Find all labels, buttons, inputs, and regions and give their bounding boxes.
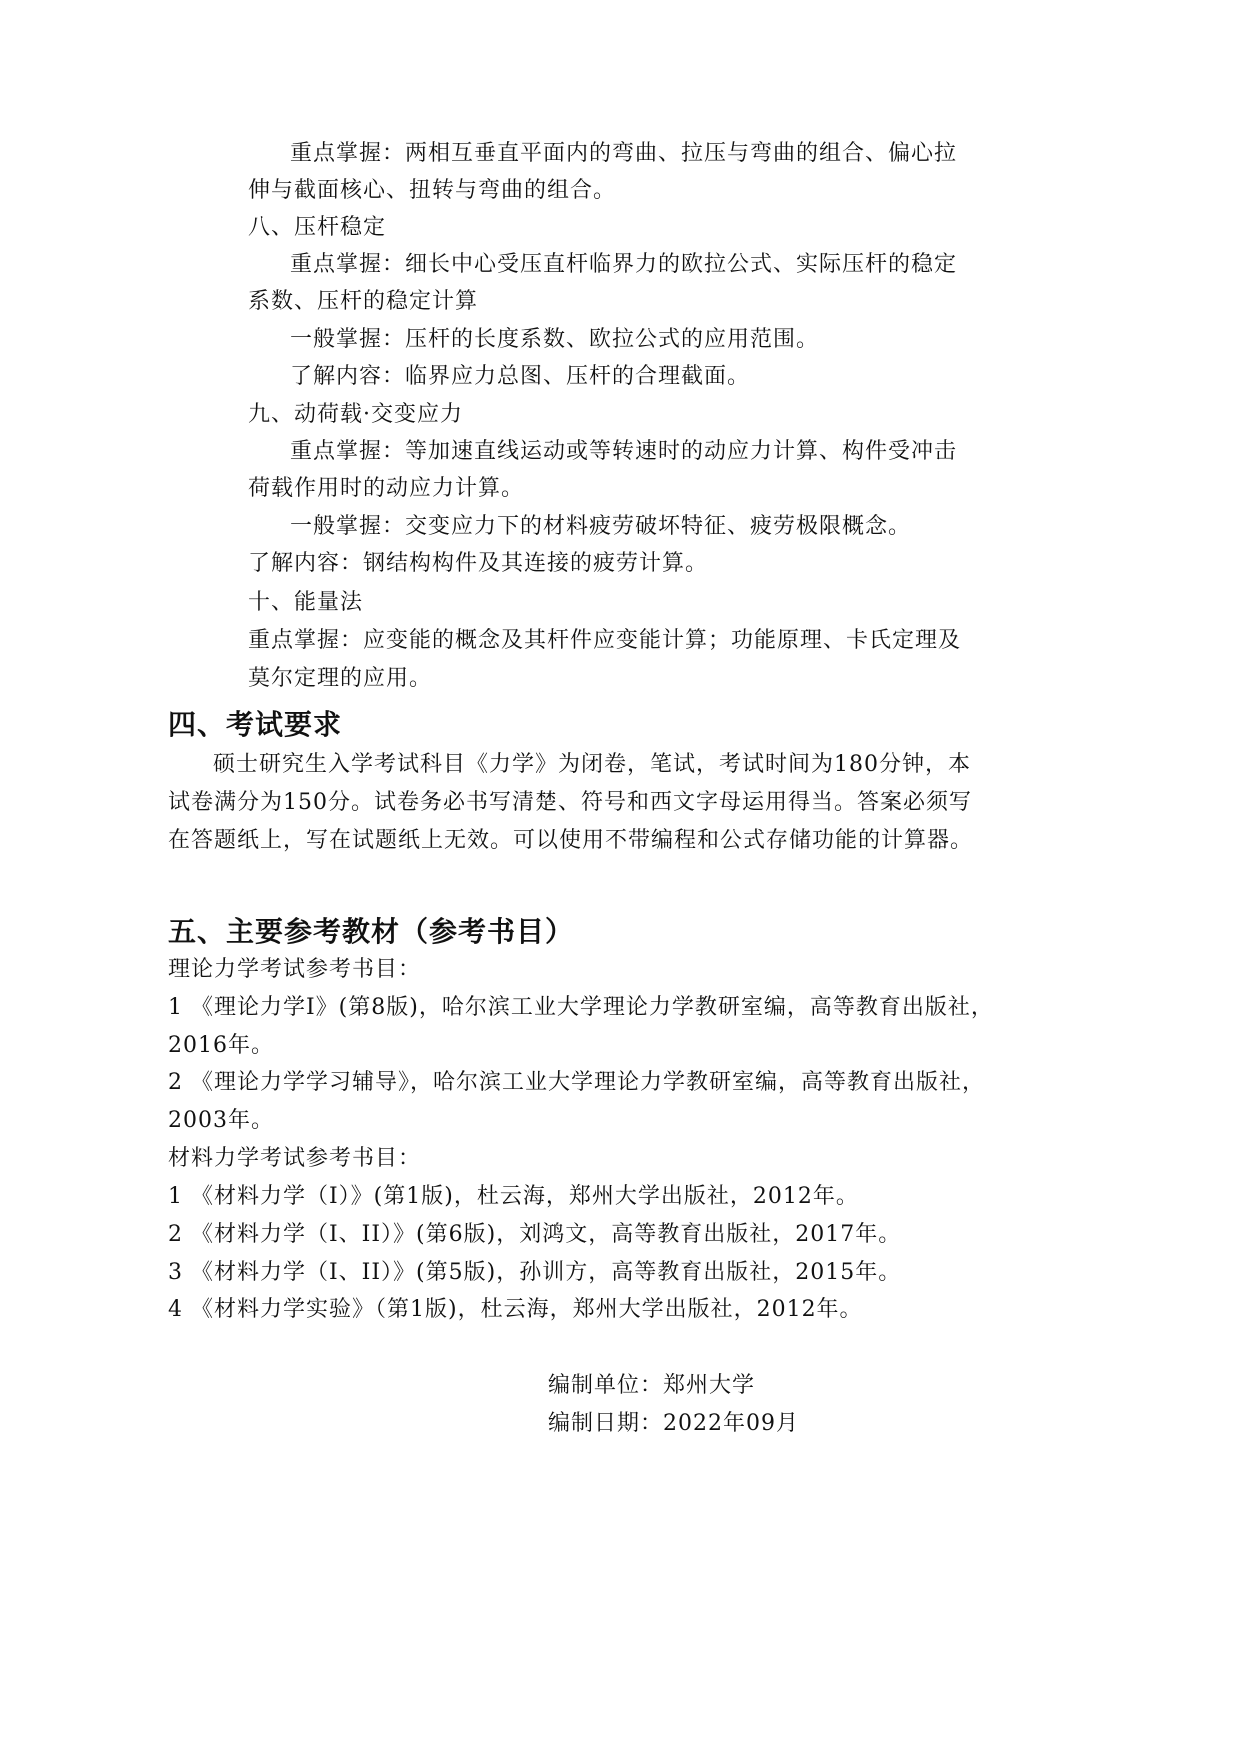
compile-date: 编制日期：2022年09月	[548, 1411, 799, 1436]
text-line: 在答题纸上，写在试题纸上无效。可以使用不带编程和公式存储功能的计算器。	[168, 828, 974, 853]
text-line: 系数、压杆的稳定计算	[248, 289, 479, 314]
text-line: 一般掌握：交变应力下的材料疲劳破坏特征、疲劳极限概念。	[290, 514, 912, 539]
section-heading: 四、考试要求	[168, 708, 343, 741]
text-line: 2003年。	[168, 1108, 274, 1133]
compiler-unit: 编制单位：郑州大学	[548, 1373, 756, 1398]
text-line: 重点掌握：应变能的概念及其杆件应变能计算；功能原理、卡氏定理及	[248, 628, 962, 653]
reference-item: 3 《材料力学（Ⅰ、II）》(第5版)，孙训方，高等教育出版社，2015年。	[168, 1260, 902, 1285]
reference-item: 4 《材料力学实验》（第1版)，杜云海，郑州大学出版社，2012年。	[168, 1297, 863, 1322]
reference-item: 1 《材料力学（Ⅰ）》(第1版)，杜云海，郑州大学出版社，2012年。	[168, 1184, 859, 1209]
text-line: 一般掌握：压杆的长度系数、欧拉公式的应用范围。	[290, 327, 820, 352]
reference-item: 2 《理论力学学习辅导》，哈尔滨工业大学理论力学教研室编，高等教育出版社，	[168, 1070, 985, 1095]
text-line: 硕士研究生入学考试科目《力学》为闭卷，笔试，考试时间为180分钟，本	[213, 752, 971, 777]
text-line: 了解内容：钢结构构件及其连接的疲劳计算。	[248, 551, 709, 576]
text-line: 重点掌握：细长中心受压直杆临界力的欧拉公式、实际压杆的稳定	[290, 252, 958, 277]
text-line: 理论力学考试参考书目：	[168, 957, 422, 982]
text-line: 材料力学考试参考书目：	[168, 1146, 422, 1171]
subsection-title: 十、能量法	[248, 590, 364, 615]
text-line: 重点掌握：两相互垂直平面内的弯曲、拉压与弯曲的组合、偏心拉	[290, 141, 958, 166]
text-line: 了解内容：临界应力总图、压杆的合理截面。	[290, 364, 751, 389]
text-line: 伸与截面核心、扭转与弯曲的组合。	[248, 178, 617, 203]
subsection-title: 八、压杆稳定	[248, 215, 387, 240]
reference-item: 1 《理论力学I》(第8版)，哈尔滨工业大学理论力学教研室编，高等教育出版社，	[168, 995, 994, 1020]
text-line: 荷载作用时的动应力计算。	[248, 476, 525, 501]
text-line: 莫尔定理的应用。	[248, 666, 433, 691]
text-line: 2016年。	[168, 1033, 274, 1058]
text-line: 试卷满分为150分。试卷务必书写清楚、符号和西文字母运用得当。答案必须写	[168, 790, 972, 815]
subsection-title: 九、动荷载·交变应力	[248, 402, 463, 427]
section-heading: 五、主要参考教材（参考书目）	[168, 915, 575, 948]
reference-item: 2 《材料力学（Ⅰ、II）》(第6版)，刘鸿文，高等教育出版社，2017年。	[168, 1222, 902, 1247]
text-line: 重点掌握：等加速直线运动或等转速时的动应力计算、构件受冲击	[290, 439, 958, 464]
